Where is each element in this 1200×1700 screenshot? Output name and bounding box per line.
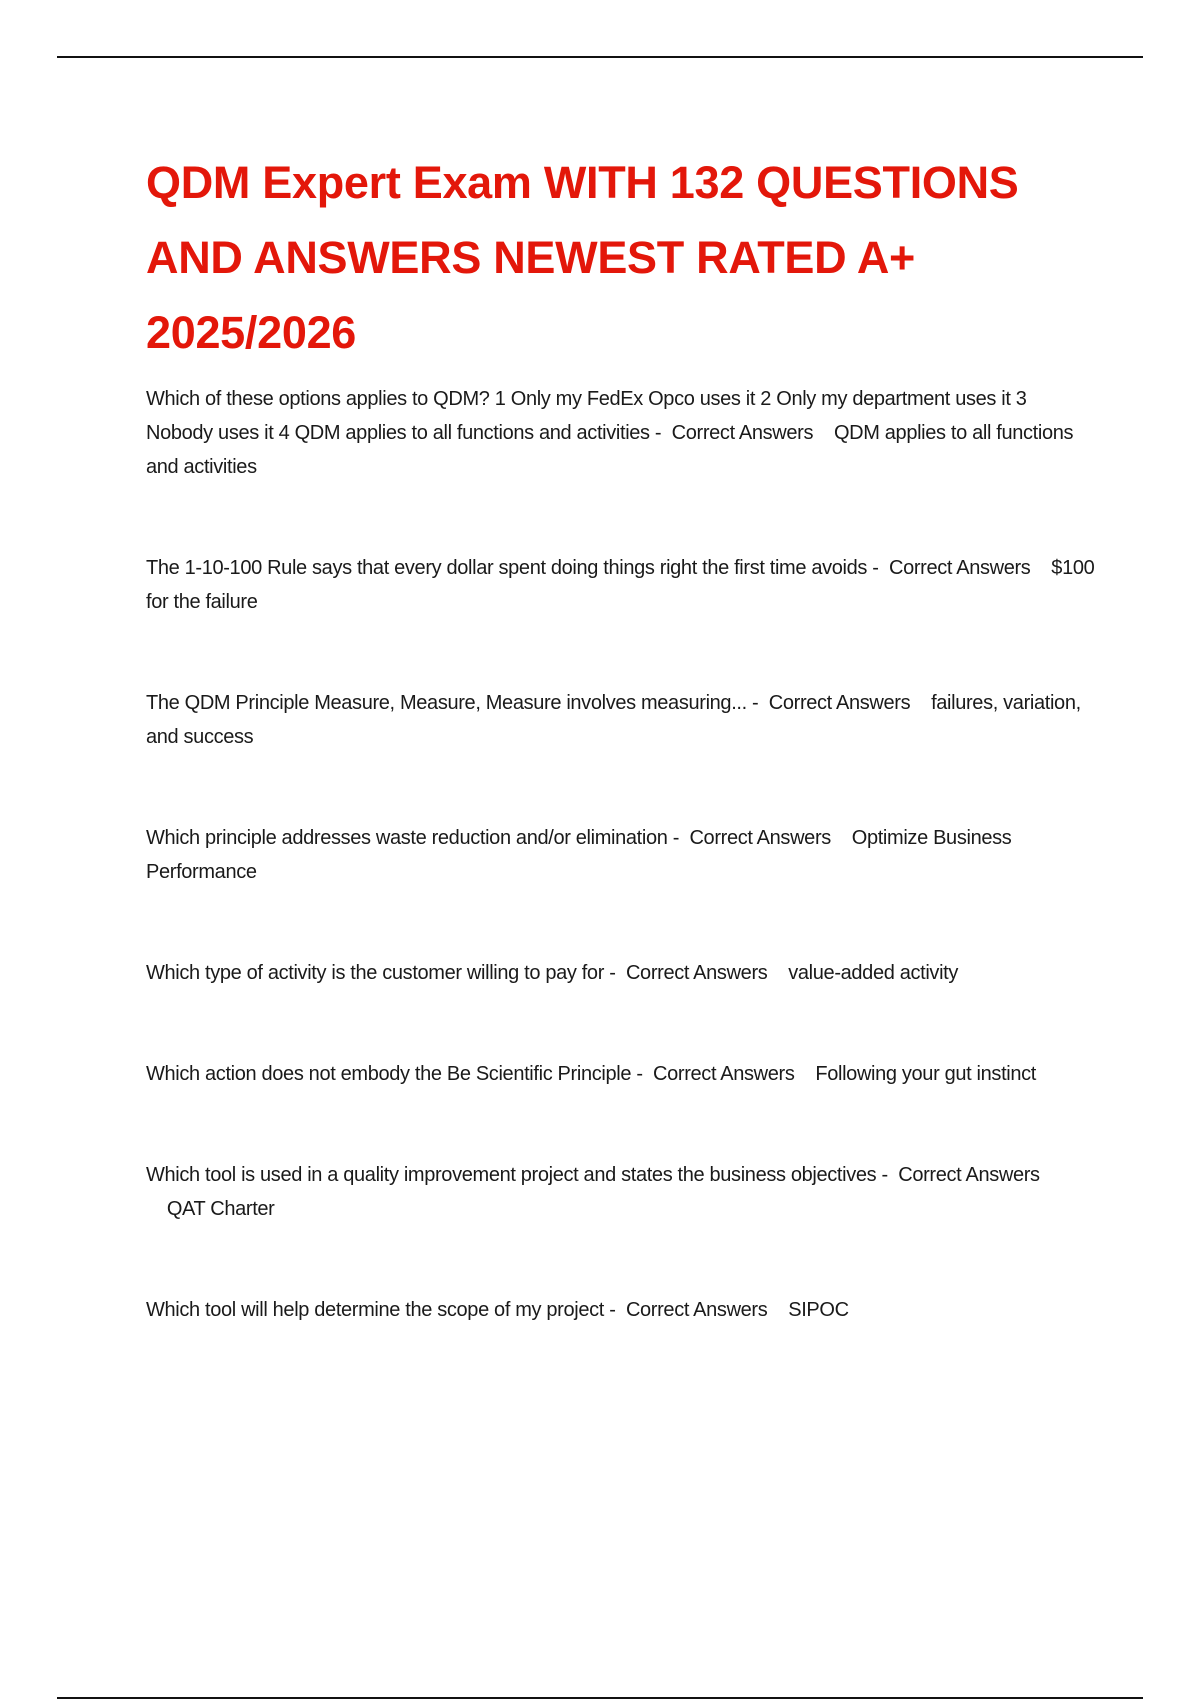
question-text: Which tool is used in a quality improvement project and states the business objectives - [146,1164,888,1186]
question-text: Which type of activity is the customer willing to pay for - [146,962,616,984]
qa-item [146,551,1096,619]
header-rule [57,56,1143,58]
answer-text: failures, variation, and success [146,692,1081,748]
answer-text: QAT Charter [166,1198,275,1220]
answer-label: Correct Answers [653,1063,795,1085]
qa-item [146,821,1096,889]
answer-label: Correct Answers [625,1299,768,1321]
qa-item [146,956,1096,990]
qa-item [146,1158,1096,1226]
footer-rule [57,1697,1143,1699]
answer-label: Correct Answers [768,692,911,714]
qa-item [146,1057,1096,1091]
document-title: QDM Expert Exam WITH 132 QUESTIONS AND ANSWERS NEWEST RATED A+ 2025/2026 [146,157,1019,358]
answer-text: SIPOC [788,1299,849,1321]
qa-list [146,382,1096,1327]
question-text: The 1-10-100 Rule says that every dollar spent doing things right the first time avoids - [146,557,879,579]
qa-item [146,1293,1096,1327]
question-text: Which tool will help determine the scope of my project - [146,1299,616,1321]
answer-text: value-added activity [788,962,959,984]
question-text: Which action does not embody the Be Scientific Principle - [146,1063,643,1085]
question-text: The QDM Principle Measure, Measure, Measure involves measuring... - [146,692,759,714]
answer-text: $100 for the failure [146,557,1095,613]
document-body [146,145,1096,1327]
question-text: Which principle addresses waste reduction and/or elimination - [146,827,680,849]
qa-item [146,686,1096,754]
answer-label: Correct Answers [898,1164,1040,1186]
qa-item [146,382,1096,484]
answer-text: QDM applies to all functions and activities [146,422,1074,478]
answer-label: Correct Answers [689,827,831,849]
answer-label: Correct Answers [625,962,768,984]
answer-text: Optimize Business Performance [146,827,1012,883]
answer-label: Correct Answers [671,422,814,444]
answer-label: Correct Answers [889,557,1031,579]
answer-text: Following your gut instinct [815,1063,1037,1085]
question-text: Which of these options applies to QDM? 1 Only my FedEx Opco uses it 2 Only my department uses it 3 Nobody uses it 4 QDM applies to all functions and activities - [146,388,1027,444]
